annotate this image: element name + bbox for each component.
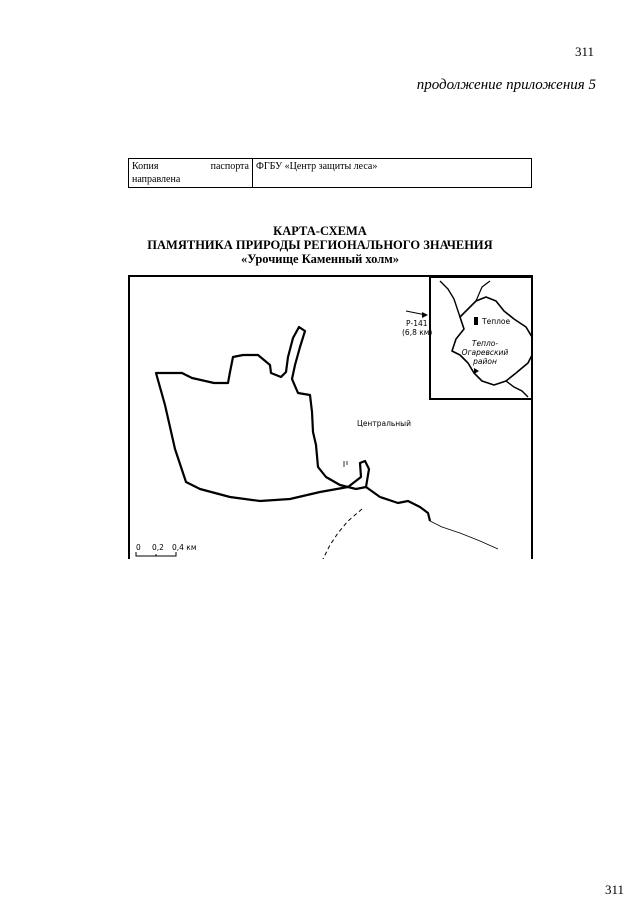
copy-label-cell	[129, 159, 253, 188]
map-title	[0, 224, 640, 266]
copy-label-word2: паспорта	[210, 161, 249, 172]
map-title-line3: «Урочище Каменный холм»	[240, 252, 400, 266]
page-number-top: 311	[574, 44, 594, 59]
road-distance-label: (6,8 км)	[402, 328, 433, 337]
map-title-line2: ПАМЯТНИКА ПРИРОДЫ РЕГИОНАЛЬНОГО ЗНАЧЕНИЯ	[147, 238, 493, 252]
copy-label-word1: Копия	[132, 161, 159, 172]
map-scheme	[128, 275, 533, 559]
scale-label-0: 0	[136, 543, 141, 552]
inset-district-line3: район	[473, 357, 497, 366]
protected-area-boundary	[156, 327, 369, 501]
appendix-caption: продолжение приложения 5	[416, 77, 596, 93]
scale-label-1: 0,2	[152, 543, 164, 552]
inset-district-line2: Огаревский	[461, 348, 509, 357]
road-arrow-icon	[422, 312, 428, 318]
scale-label-2: 0,4 км	[172, 543, 197, 552]
copy-label-line1	[132, 160, 249, 173]
stream-line	[430, 521, 498, 549]
map-drawing	[130, 277, 533, 559]
settlement-label: Центральный	[357, 419, 411, 428]
map-title-line1: КАРТА-СХЕМА	[273, 224, 367, 238]
page-number-bottom: 311	[604, 882, 624, 897]
inset-district-line1: Тепло-	[471, 339, 499, 348]
copy-sent-table	[128, 158, 532, 188]
copy-recipient-cell: ФГБУ «Центр защиты леса»	[253, 159, 532, 188]
map-mark	[344, 461, 347, 467]
road-label: Р-141	[406, 319, 428, 328]
stream-line	[366, 487, 430, 521]
town-marker-icon	[474, 317, 478, 325]
copy-label-line2: направлена	[132, 174, 181, 185]
inset-district-label	[454, 339, 516, 366]
table-row	[129, 159, 532, 188]
scale-bar	[136, 552, 176, 556]
dashed-road	[322, 509, 362, 559]
inset-town-label: Теплое	[482, 317, 511, 326]
